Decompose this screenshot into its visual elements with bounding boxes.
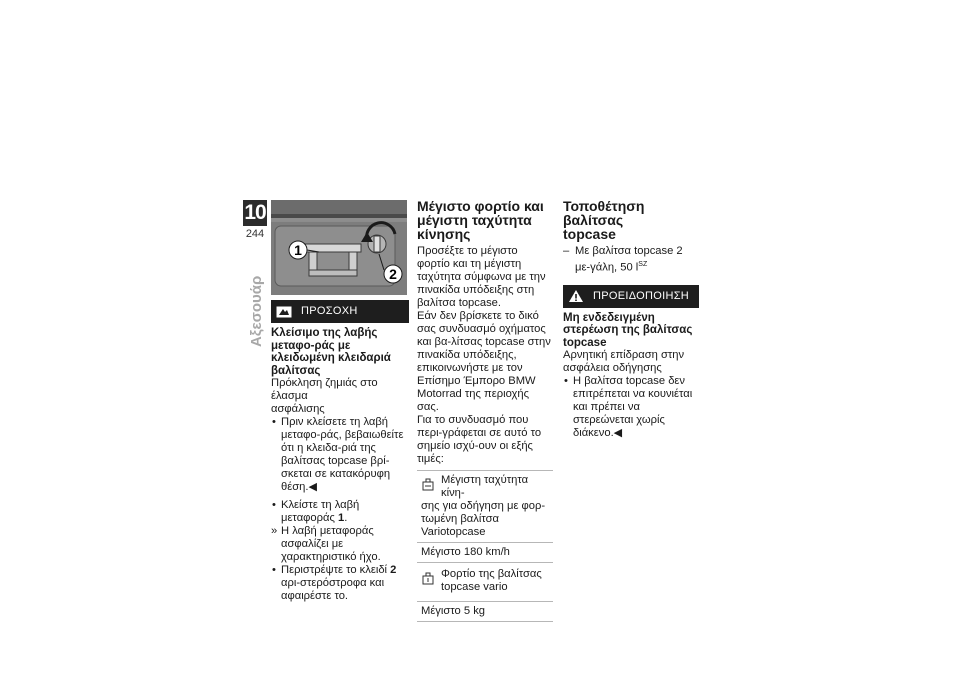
chapter-number: 10 — [244, 201, 266, 224]
spec-speed-label-a: Μέγιστη ταχύτητα κίνη- — [441, 474, 529, 499]
spec-table — [417, 470, 553, 622]
mounting-heading-line-1: Τοποθέτηση βαλίτσας — [563, 198, 645, 228]
mounting-heading-line-2: topcase — [563, 226, 616, 242]
caution-label: ΠΡΟΣΟΧΗ — [301, 305, 358, 317]
warning-triangle-icon — [563, 285, 589, 308]
column-closing-handle — [271, 300, 409, 603]
page-number: 244 — [245, 228, 265, 240]
caution-lead-1: Πρόκληση ζημιάς στο έλασμα — [271, 377, 378, 402]
column-max-load — [417, 199, 553, 622]
spec-speed-label-b: σης για οδήγηση με φορ-τωμένη βαλίτσα Variotopcase — [421, 500, 546, 538]
step-close-end: . — [344, 512, 348, 524]
warning-label: ΠΡΟΕΙΔΟΠΟΙΗΣΗ — [593, 289, 690, 302]
speed-icon — [421, 478, 435, 492]
warning-lead-1: Αρνητική επίδραση στην — [563, 349, 685, 362]
max-load-heading-line-1: Μέγιστο φορτίο και — [417, 198, 544, 214]
mounting-variant — [563, 245, 699, 275]
caution-bar — [271, 300, 409, 323]
callout-2: 2 — [389, 266, 397, 282]
warning-bullet: • Η βαλίτσα topcase δεν επιτρέπεται να κουνιέται και πρέπει να στερεώνεται χωρίς διάκενο.◀ — [563, 375, 699, 440]
max-load-heading-line-2: μέγιστη ταχύτητα κίνησης — [417, 212, 532, 242]
step-turn-text: Περιστρέψτε το κλειδί — [281, 564, 391, 576]
mounting-variant-text: Με βαλίτσα topcase 2 με-γάλη, 50 l — [575, 245, 683, 274]
step-close-ref: 1 — [337, 512, 345, 524]
section-heading-max-load — [417, 199, 553, 241]
mounting-variant-sup: SZ — [638, 261, 648, 268]
caution-bullet: • Πριν κλείσετε τη λαβή μεταφο-ράς, βεβαιωθείτε ότι η κλειδα-ριά της βαλίτσας topcase βρί-σκεται σε κατακόρυφη θέση.◀ — [271, 416, 409, 494]
step-turn-key — [271, 564, 409, 603]
step-turn-end: αρι-στερόστροφα και αφαιρέστε το. — [281, 577, 385, 602]
max-load-para-3: Για το συνδυασμό που περι-γράφεται σε αυτό το σημείο ισχύ-ουν οι εξής τιμές: — [417, 414, 542, 465]
spec-load-value: Μέγιστο 5 kg — [417, 602, 553, 622]
topcase-illustration — [271, 200, 407, 295]
max-load-para-2: Εάν δεν βρίσκετε το δικό σας συνδυασμό οχήματος και βα-λίτσας topcase στην πινακίδα υπόδειξης, επικοινωνήστε με τον Επίσημο Έμπορο BMW Motorrad της περιοχής σας. — [417, 310, 551, 413]
load-icon — [421, 572, 435, 586]
step-close-handle — [271, 499, 409, 525]
spec-load-label-a: Φορτίο της βαλίτσας — [441, 568, 542, 580]
side-label: Αξεσουάρ — [248, 275, 265, 347]
spec-speed-value: Μέγιστο 180 km/h — [417, 543, 553, 563]
warning-lead-2: ασφάλεια οδήγησης — [563, 362, 662, 375]
warning-heading: Μη ενδεδειγμένη στερέωση της βαλίτσας topcase — [563, 311, 693, 349]
topcase-photo — [271, 200, 407, 295]
step-turn-ref: 2 — [390, 564, 397, 576]
spec-load-label-b: topcase vario — [441, 581, 508, 593]
spec-row-speed-label — [417, 471, 553, 543]
caution-icon — [271, 300, 297, 323]
result-latch: » Η λαβή μεταφοράς ασφαλίζει με χαρακτηριστικό ήχο. — [271, 525, 409, 564]
spec-row-load-label — [417, 565, 553, 602]
caution-heading: Κλείσιμο της λαβής μεταφο-ράς με κλειδωμένη κλειδαριά βαλίτσας — [271, 327, 391, 377]
callout-1: 1 — [294, 242, 302, 258]
caution-lead-2: ασφάλισης — [271, 403, 325, 415]
section-heading-mounting — [563, 199, 699, 241]
warning-bar — [563, 285, 699, 308]
step-close-text: Κλείστε τη λαβή μεταφοράς — [281, 499, 360, 524]
max-load-para-1: Προσέξτε το μέγιστο φορτίο και τη μέγιστη ταχύτητα σύμφωνα με την πινακίδα υπόδειξης στη βαλίτσα topcase. — [417, 245, 546, 309]
column-mounting — [563, 199, 699, 440]
